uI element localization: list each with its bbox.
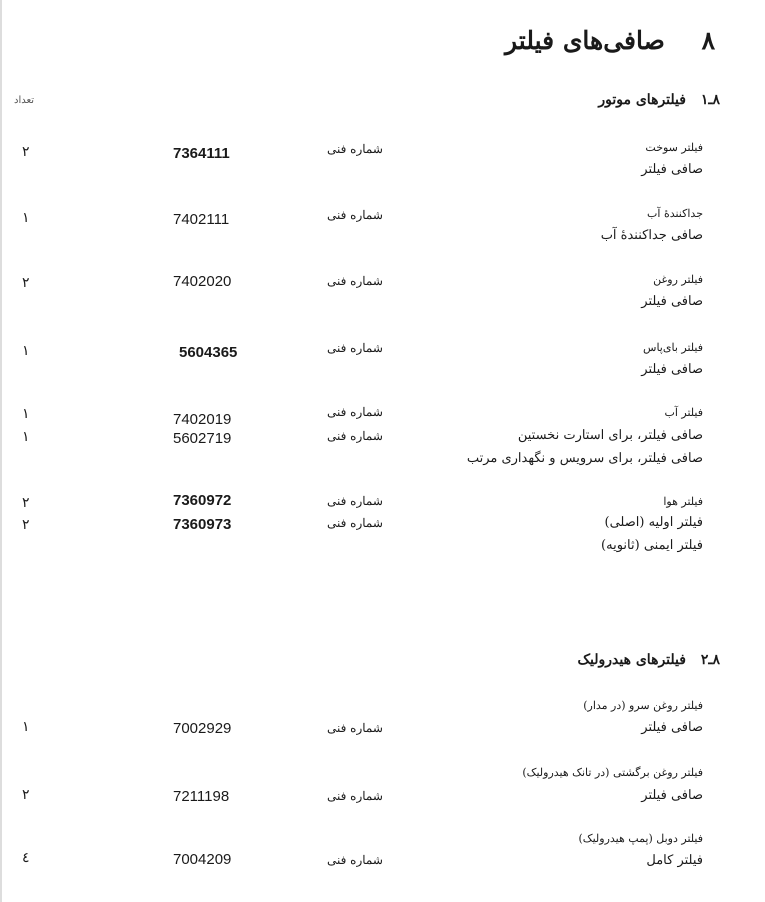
tech-number-label: شماره فنی xyxy=(327,341,383,355)
item-line: صافی فیلتر xyxy=(641,162,703,177)
item-heading: جداکنندهٔ آب xyxy=(647,207,703,220)
item-heading: فیلتر دوبل (پمپ هیدرولیک) xyxy=(578,832,703,845)
chapter-number: ۸ xyxy=(701,26,715,55)
quantity: ۱ xyxy=(22,210,30,226)
part-number: 7002929 xyxy=(173,720,232,737)
item-line: صافی فیلتر xyxy=(641,362,703,377)
tech-number-label: شماره فنی xyxy=(327,142,383,156)
item-heading: فیلتر روغن xyxy=(653,273,703,286)
page-title xyxy=(505,26,715,55)
item-line: صافی فیلتر xyxy=(641,788,703,803)
quantity: ۱ xyxy=(22,343,30,359)
quantity: ۲ xyxy=(22,495,30,511)
item-line: صافی فیلتر xyxy=(641,720,703,735)
part-number: 7402019 xyxy=(173,411,232,428)
part-number: 7211198 xyxy=(173,788,230,805)
quantity: ۱ xyxy=(22,719,30,735)
section-heading xyxy=(598,92,720,108)
section-heading xyxy=(577,652,720,668)
quantity: ۱ xyxy=(22,429,30,445)
item-line: صافی جداکنندهٔ آب xyxy=(600,228,703,243)
section-title: فیلترهای موتور xyxy=(598,92,686,108)
item-line: فیلتر ایمنی (ثانویه) xyxy=(601,538,703,553)
quantity: ۱ xyxy=(22,406,30,422)
page-edge xyxy=(0,0,2,902)
part-number: 7402020 xyxy=(173,273,232,290)
tech-number-label: شماره فنی xyxy=(327,789,383,803)
quantity: ۲ xyxy=(22,787,30,803)
tech-number-label: شماره فنی xyxy=(327,208,383,222)
item-line: فیلتر کامل xyxy=(646,853,703,868)
item-heading: فیلتر آب xyxy=(664,406,703,419)
quantity: ٤ xyxy=(22,850,30,866)
quantity: ۲ xyxy=(22,517,30,533)
part-number: 7004209 xyxy=(173,851,232,868)
item-heading: فیلتر هوا xyxy=(663,495,703,508)
item-heading: فیلتر بای‌پاس xyxy=(643,341,703,354)
item-line: صافی فیلتر xyxy=(641,294,703,309)
tech-number-label: شماره فنی xyxy=(327,429,383,443)
quantity: ۲ xyxy=(22,275,30,291)
item-line: صافی فیلتر، برای استارت نخستین xyxy=(517,428,703,443)
quantity-column-header: تعداد xyxy=(14,95,35,106)
section-number: ۸ـ۲ xyxy=(700,652,720,668)
section-title: فیلترهای هیدرولیک xyxy=(577,652,686,668)
part-number: 7360972 xyxy=(173,492,232,509)
item-heading: فیلتر سوخت xyxy=(645,141,703,154)
part-number: 7402111 xyxy=(173,211,230,228)
tech-number-label: شماره فنی xyxy=(327,721,383,735)
part-number: 5602719 xyxy=(173,430,232,447)
item-line: فیلتر اولیه (اصلی) xyxy=(604,515,703,530)
section-number: ۸ـ۱ xyxy=(700,92,720,108)
tech-number-label: شماره فنی xyxy=(327,853,383,867)
item-line: صافی فیلتر، برای سرویس و نگهداری مرتب xyxy=(466,451,703,466)
tech-number-label: شماره فنی xyxy=(327,516,383,530)
part-number: 7360973 xyxy=(173,516,232,533)
chapter-title: صافی‌های فیلتر xyxy=(505,26,665,55)
item-heading: فیلتر روغن سرو (در مدار) xyxy=(583,699,703,712)
tech-number-label: شماره فنی xyxy=(327,274,383,288)
tech-number-label: شماره فنی xyxy=(327,494,383,508)
item-heading: فیلتر روغن برگشتی (در تانک هیدرولیک) xyxy=(522,766,703,779)
quantity: ۲ xyxy=(22,144,30,160)
part-number: 5604365 xyxy=(179,344,238,361)
tech-number-label: شماره فنی xyxy=(327,405,383,419)
part-number: 7364111 xyxy=(173,145,230,162)
